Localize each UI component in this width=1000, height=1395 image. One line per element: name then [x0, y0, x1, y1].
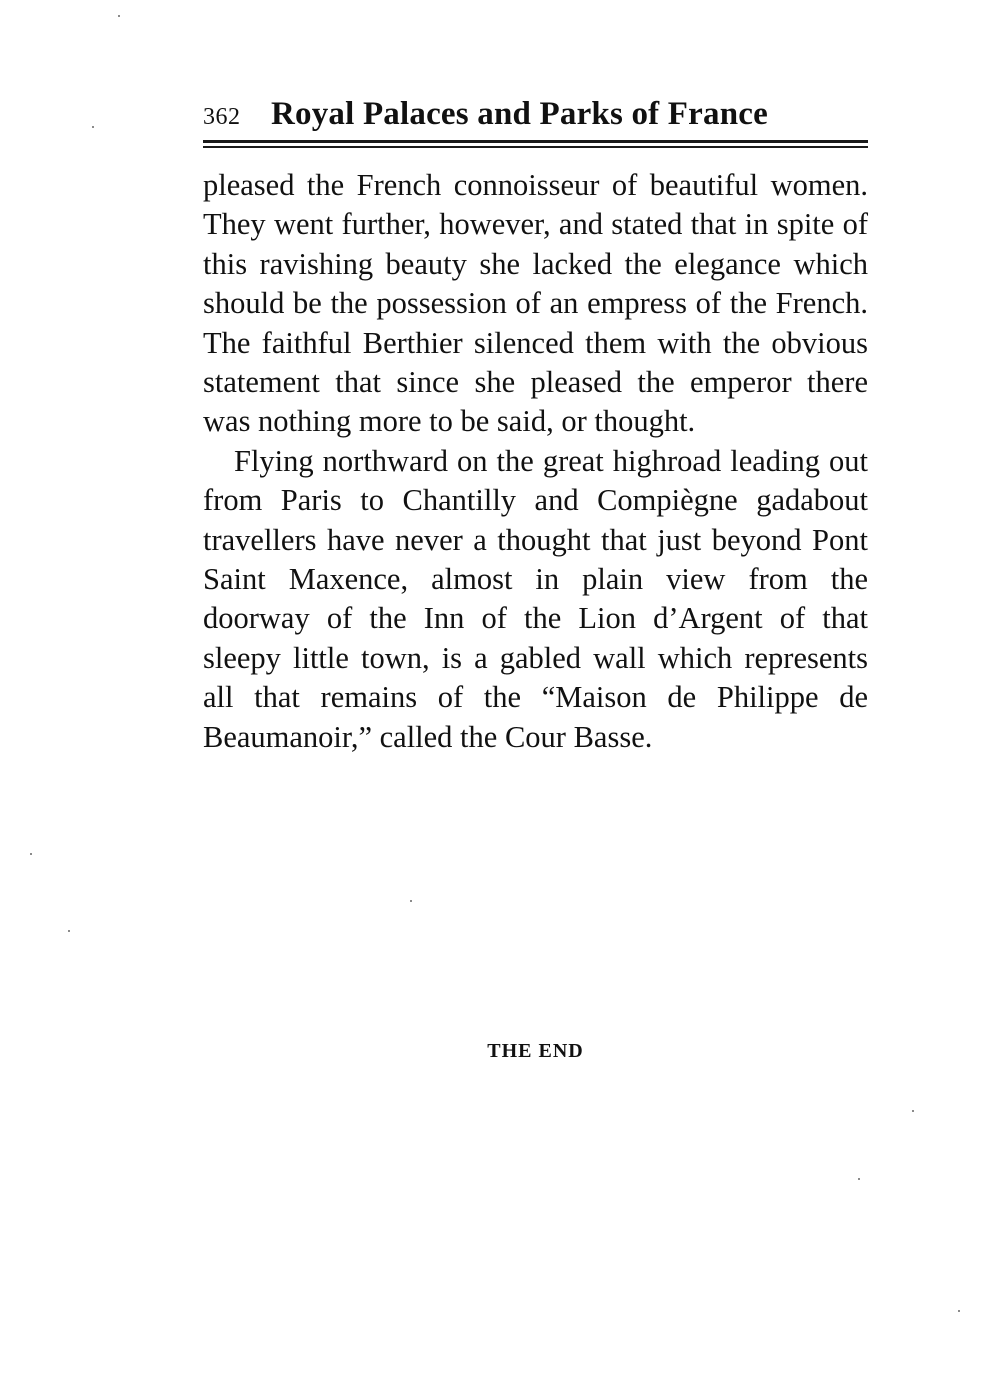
scan-speck [30, 853, 32, 855]
book-title: Royal Palaces and Parks of France [271, 96, 768, 132]
scan-speck [858, 1178, 860, 1180]
page-number: 362 [203, 104, 241, 130]
header-rule-top [203, 140, 868, 143]
paragraph: pleased the French connoisseur of beautiful women. They went further, however, and stated that in spite of this ravishing beauty she lacked the elegance which should be the possession of an empress of the French. The faithful Berthier silenced them with the obvious statement that since she pleased the emperor there was nothing more to be said, or thought. [203, 168, 868, 439]
scan-speck [92, 126, 94, 128]
scan-speck [912, 1110, 914, 1112]
header-rule-bottom [203, 146, 868, 148]
scan-speck [118, 15, 120, 17]
running-head [203, 92, 868, 140]
scan-speck [410, 900, 412, 902]
paragraph: Flying northward on the great highroad leading out from Paris to Chantilly and Compiègne gadabout travellers have never a thought that just beyond Pont Saint Maxence, almost in plain view from the doorway of the Inn of the Lion d’Argent of that sleepy little town, is a gabled wall which represents all that remains of the “Maison de Philippe de Beaumanoir,” called the Cour Basse. [203, 443, 868, 754]
scan-speck [958, 1310, 960, 1312]
the-end-mark: THE END [487, 1040, 584, 1062]
scan-speck [68, 930, 70, 932]
body-text [203, 166, 868, 757]
